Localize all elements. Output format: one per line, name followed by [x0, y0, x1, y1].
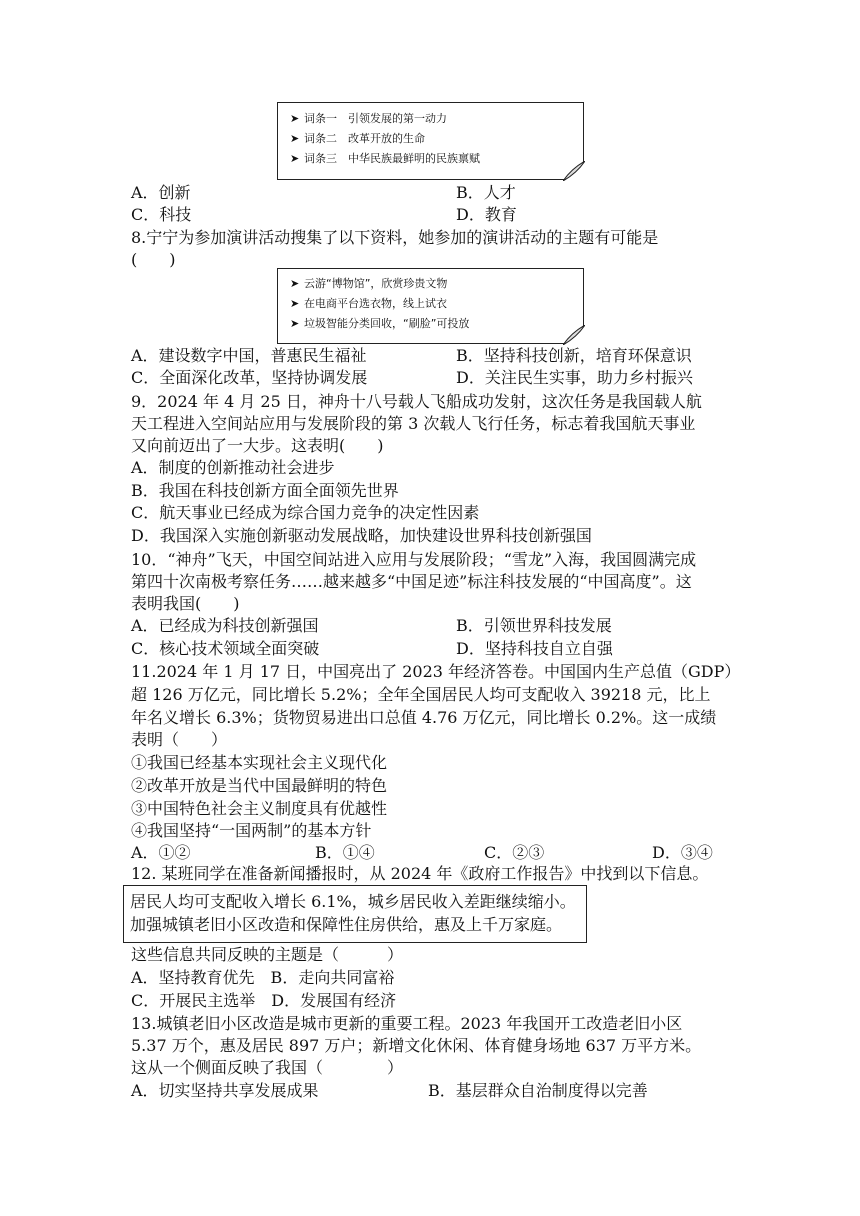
q13-stem-line: 13.城镇老旧小区改造是城市更新的重要工程。2023 年我国开工改造老旧小区: [131, 1014, 683, 1033]
q10-option-d: D．坚持科技自立自强: [456, 639, 613, 658]
q7-note-box: [277, 102, 584, 180]
q9-option-a: A．制度的创新推动社会进步: [131, 458, 335, 477]
info-line: 居民人均可支配收入增长 6.1%，城乡居民收入差距继续缩小。: [130, 892, 576, 911]
q13-option-a: A．切实坚持共享发展成果: [131, 1081, 319, 1100]
q11-stem-line: 超 126 万亿元，同比增长 5.2%；全年全国居民人均可支配收入 39218 元，比上: [131, 685, 711, 704]
q11-item: ①我国已经基本实现社会主义现代化: [131, 753, 388, 772]
q11-option-c: C．②③: [484, 843, 545, 862]
arrow-icon: ➤: [290, 152, 300, 165]
q8-stem: 8.宁宁为参加演讲活动搜集了以下资料，她参加的演讲活动的主题有可能是: [131, 228, 659, 247]
q7-option-d: D．教育: [456, 205, 517, 224]
q10-option-c: C．核心技术领域全面突破: [131, 639, 320, 658]
q8-note-box: [277, 268, 584, 344]
q10-stem-line: 表明我国( ): [131, 594, 240, 613]
q7-option-c: C．科技: [131, 205, 192, 224]
q12-question: 这些信息共同反映的主题是（ ）: [131, 945, 404, 964]
arrow-icon: ➤: [290, 277, 300, 290]
note-row: ➤ 词条三 中华民族最鲜明的民族禀赋: [278, 149, 583, 169]
q9-option-c: C．航天事业已经成为综合国力竞争的决定性因素: [131, 503, 480, 522]
note-row: ➤ 词条一 引领发展的第一动力: [278, 109, 583, 129]
arrow-icon: ➤: [290, 112, 300, 125]
arrow-icon: ➤: [290, 317, 300, 330]
q11-option-b: B．①④: [315, 843, 375, 862]
info-line: 加强城镇老旧小区改造和保障性住房供给，惠及上千万家庭。: [130, 915, 563, 934]
q8-stem-paren: ( ): [131, 250, 176, 269]
q9-option-d: D．我国深入实施创新驱动发展战略，加快建设世界科技创新强国: [131, 526, 592, 545]
q12-options-cd: C．开展民主选举 D．发展国有经济: [131, 991, 397, 1010]
q9-stem-line: 天工程进入空间站应用与发展阶段的第 3 次载人飞行任务，标志着我国航天事业: [131, 414, 696, 433]
q8-option-b: B．坚持科技创新，培育环保意识: [456, 346, 692, 365]
q12-stem: 12. 某班同学在准备新闻播报时，从 2024 年《政府工作报告》中找到以下信息。: [131, 864, 709, 883]
q13-stem-line: 5.37 万个，惠及居民 897 万户；新增文化休闲、体育健身场地 637 万平方米。: [131, 1036, 702, 1055]
q11-item: ②改革开放是当代中国最鲜明的特色: [131, 776, 388, 795]
q11-stem-line: 年名义增长 6.3%；货物贸易进出口总值 4.76 万亿元，同比增长 0.2%。这一成绩: [131, 708, 717, 727]
q11-item: ④我国坚持“一国两制”的基本方针: [131, 821, 372, 840]
q10-option-b: B．引领世界科技发展: [456, 616, 612, 635]
note-row: ➤ 垃圾智能分类回收，“刷脸”可投放: [278, 314, 583, 334]
q11-item: ③中国特色社会主义制度具有优越性: [131, 799, 388, 818]
q8-option-d: D．关注民生实事，助力乡村振兴: [456, 368, 693, 387]
q11-stem-line: 11.2024 年 1 月 17 日，中国亮出了 2023 年经济答卷。中国国内生产总值（GDP）: [131, 662, 741, 681]
q11-option-d: D．③④: [652, 843, 713, 862]
q12-info-box: [123, 885, 587, 943]
note-row: ➤ 在电商平台选衣物，线上试衣: [278, 294, 583, 314]
note-row: ➤ 词条二 改革开放的生命: [278, 129, 583, 149]
q8-option-a: A．建设数字中国，普惠民生福祉: [131, 346, 367, 365]
q10-stem-line: 10．“神舟”飞天，中国空间站进入应用与发展阶段；“雪龙”入海，我国圆满完成: [131, 550, 697, 569]
q13-stem-line: 这从一个侧面反映了我国（ ）: [131, 1058, 404, 1077]
page-curl-icon: [563, 161, 585, 181]
q13-option-b: B．基层群众自治制度得以完善: [428, 1081, 648, 1100]
q11-stem-line: 表明（ ）: [131, 730, 228, 749]
arrow-icon: ➤: [290, 297, 300, 310]
q9-stem-line: 9．2024 年 4 月 25 日，神舟十八号载人飞船成功发射，这次任务是我国载人航: [131, 392, 702, 411]
q10-stem-line: 第四十次南极考察任务……越来越多“中国足迹”标注科技发展的“中国高度”。这: [131, 572, 692, 591]
q9-stem-line: 又向前迈出了一大步。这表明( ): [131, 436, 384, 455]
note-row: ➤ 云游“博物馆”，欣赏珍贵文物: [278, 274, 583, 294]
q7-option-b: B．人才: [456, 183, 516, 202]
q7-option-a: A．创新: [131, 183, 191, 202]
q9-option-b: B．我国在科技创新方面全面领先世界: [131, 481, 399, 500]
q10-option-a: A．已经成为科技创新强国: [131, 616, 319, 635]
q8-option-c: C．全面深化改革，坚持协调发展: [131, 368, 368, 387]
page-curl-icon: [563, 325, 585, 345]
q11-option-a: A．①②: [131, 843, 191, 862]
arrow-icon: ➤: [290, 132, 300, 145]
q12-options-ab: A．坚持教育优先 B．走向共同富裕: [131, 968, 395, 987]
